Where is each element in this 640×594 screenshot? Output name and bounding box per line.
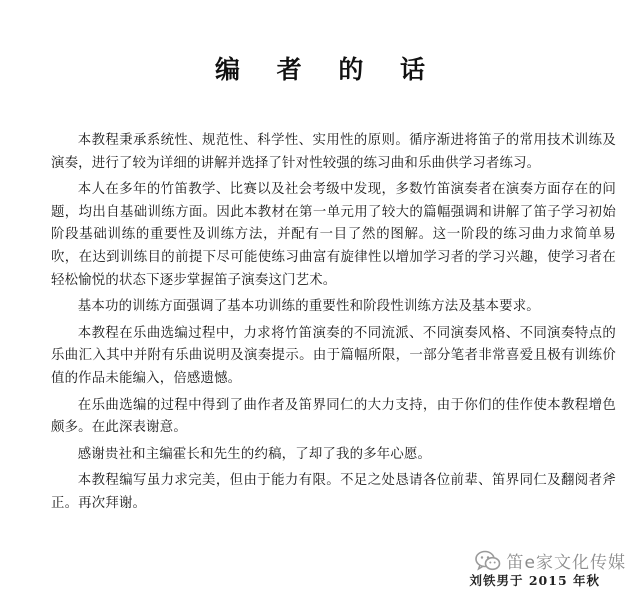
wechat-icon [475, 550, 501, 572]
page-title: 编 者 的 话 [214, 55, 440, 84]
paragraph: 本人在多年的竹笛教学、比赛以及社会考级中发现，多数竹笛演奏者在演奏方面存在的问题，均出自基础训练方面。因此本教材在第一单元用了较大的篇幅强调和讲解了笛子学习初始阶段基础训练的重要性及训练方法，并配有一目了然的图解。这一阶段的练习曲力求简单易吹，在达到训练目的前提下尽可能使练习曲富有旋律性以增加学习者的学习兴趣，使学习者在轻松愉悦的状态下逐步掌握笛子演奏这门艺术。 [51, 182, 616, 288]
paragraph: 本教程在乐曲选编过程中，力求将竹笛演奏的不同流派、不同演奏风格、不同演奏特点的乐曲汇入其中并附有乐曲说明及演奏提示。由于篇幅所限，一部分笔者非常喜爱且极有训练价值的作品未能编入，倍感遗憾。 [51, 325, 616, 386]
preface-body [51, 130, 616, 520]
paragraph: 本教程秉承系统性、规范性、科学性、实用性的原则。循序渐进将笛子的常用技术训练及演奏，进行了较为详细的讲解并选择了针对性较强的练习曲和乐曲供学习者练习。 [51, 133, 616, 171]
paragraph: 基本功的训练方面强调了基本功训练的重要性和阶段性训练方法及基本要求。 [77, 299, 540, 315]
paragraph: 感谢贵社和主编霍长和先生的约稿，了却了我的多年心愿。 [77, 446, 432, 462]
paragraph: 本教程编写虽力求完美，但由于能力有限。不足之处恳请各位前辈、笛界同仁及翻阅者斧正。再次拜谢。 [51, 473, 616, 511]
watermark [475, 548, 626, 573]
paragraph: 在乐曲选编的过程中得到了曲作者及笛界同仁的大力支持，由于你们的佳作使本教程增色颇多。在此深表谢意。 [51, 397, 616, 436]
watermark-text: 笛e家文化传媒 [506, 553, 626, 573]
author-signature: 刘铁男于 2015 年秋 [469, 573, 600, 588]
